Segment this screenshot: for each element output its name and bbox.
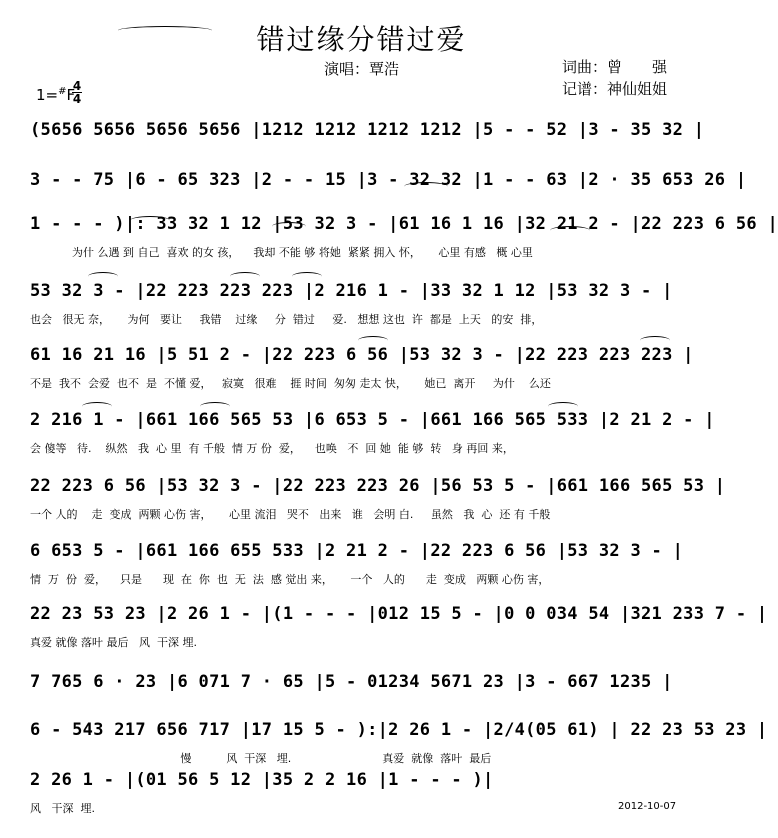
- lyric-line: 情 万 份 爱， 只是 现 在 你 也 无 法 感 觉出 来， 一个 人的 走 变成 两颗 心伤 害，: [30, 573, 550, 586]
- lyric-line: 风 干深 埋.: [30, 802, 95, 815]
- note-line: 53 32 3 - |22 223 223 223 |2 216 1 - |33 32 1 12 |53 32 3 - |: [30, 281, 673, 301]
- slur-arc: [550, 226, 590, 235]
- slur-arc: [130, 216, 170, 225]
- note-line: 61 16 21 16 |5 51 2 - |22 223 6 56 |53 32 3 - |22 223 223 223 |: [30, 345, 694, 365]
- slur-arc: [640, 336, 670, 345]
- note-line: (5656 5656 5656 5656 |1212 1212 1212 1212 |5 - - 52 |3 - 35 32 |: [30, 120, 705, 140]
- note-line: 6 653 5 - |661 166 655 533 |2 21 2 - |22 223 6 56 |53 32 3 - |: [30, 541, 684, 561]
- meter-top: 4: [72, 79, 82, 93]
- slur-arc: [230, 272, 260, 281]
- note-line: 2 216 1 - |661 166 565 53 |6 653 5 - |661 166 565 533 |2 21 2 - |: [30, 410, 715, 430]
- slur-arc: [404, 182, 448, 191]
- slur-arc: [548, 402, 578, 411]
- note-line: 22 23 53 23 |2 26 1 - |(1 - - - |012 15 5 - |0 0 034 54 |321 233 7 - |: [30, 604, 768, 624]
- singer-credit: 演唱：覃浩: [324, 60, 400, 78]
- slur-arc: [292, 272, 322, 281]
- slur-arc: [272, 222, 306, 231]
- note-line: 7 765 6 · 23 |6 071 7 · 65 |5 - 01234 5671 23 |3 - 667 1235 |: [30, 672, 673, 692]
- slur-arc: [82, 402, 112, 411]
- note-line: 3 - - 75 |6 - 65 323 |2 - - 15 |3 - 32 32 |1 - - 63 |2 · 35 653 26 |: [30, 170, 747, 190]
- slur-arc: [358, 336, 388, 345]
- key-prefix: 1=: [36, 86, 59, 104]
- lyric-line: 会 傻等 待. 纵然 我 心 里 有 千般 情 万 份 爱， 也唤 不 回 她 能 够 转 身 再回 来，: [30, 442, 514, 455]
- slur-arc: [200, 402, 230, 411]
- lyric-line: 不是 我不 会爱 也不 是 不懂 爱， 寂寞 很难 捱 时间 匆匆 走太 快， 她已 离开 为什 么还: [30, 377, 551, 390]
- song-title: 错过缘分错过爱: [256, 23, 467, 56]
- note-line: 22 223 6 56 |53 32 3 - |22 223 223 26 |56 53 5 - |661 166 565 53 |: [30, 476, 726, 496]
- note-line: 2 26 1 - |(01 56 5 12 |35 2 2 16 |1 - - - )|: [30, 770, 494, 790]
- slur-arc: [118, 26, 212, 35]
- lyric-line: 慢 风 干深 埋. 真爱 就像 落叶 最后: [30, 752, 492, 765]
- note-line: 1 - - - )|: 33 32 1 12 |53 32 3 - |61 16 1 16 |32 21 2 - |22 223 6 56 |: [30, 214, 778, 234]
- date-stamp: 2012-10-07: [618, 801, 677, 812]
- time-signature: [72, 80, 82, 105]
- lyric-line: 真爱 就像 落叶 最后 风 干深 埋.: [30, 636, 197, 649]
- composer-credit: 词曲：曾 强: [562, 58, 668, 76]
- lyric-line: 为什 么遇 到 自己 喜欢 的女 孩， 我却 不能 够 将她 紧紧 拥入 怀， 心里 有感 概 心里: [30, 246, 533, 259]
- note-line: 6 - 543 217 656 717 |17 15 5 - ):|2 26 1 - |2/4(05 61) | 22 23 53 23 |: [30, 720, 768, 740]
- transcriber-credit: 记谱：神仙姐姐: [562, 80, 668, 98]
- lyric-line: 也会 很无 奈， 为何 要让 我错 过缘 分 错过 爱. 想想 这也 许 都是 上天 的安 排，: [30, 313, 543, 326]
- key-note: F: [66, 86, 76, 104]
- key-sharp: #: [58, 86, 67, 97]
- key-signature: [36, 86, 75, 104]
- meter-bottom: 4: [72, 92, 82, 106]
- slur-arc: [88, 272, 118, 281]
- lyric-line: 一个 人的 走 变成 两颗 心伤 害， 心里 流泪 哭不 出来 谁 会明 白. 虽然 我 心 还 有 千般: [30, 508, 551, 521]
